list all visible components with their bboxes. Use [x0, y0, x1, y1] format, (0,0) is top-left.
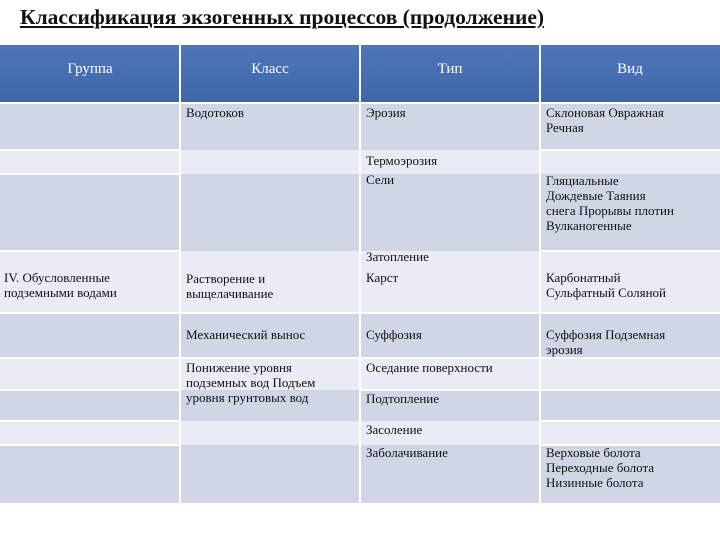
type-cell: Подтопление — [366, 391, 440, 406]
type-cell: Эрозия — [366, 105, 406, 120]
classification-table — [0, 45, 720, 503]
type-cell: Затопление — [366, 249, 429, 264]
header-class: Класс — [180, 45, 360, 103]
header-group: Группа — [0, 45, 180, 103]
type-cell: Сели — [366, 172, 395, 187]
kind-cell: Суффозия Подземная эрозия — [546, 327, 666, 357]
class-cell-dissolution: Растворение и выщелачивание — [186, 271, 274, 301]
header-kind: Вид — [540, 45, 720, 103]
group-cell: IV. Обусловленные подземными водами — [4, 270, 117, 300]
type-cell: Оседание поверхности — [366, 360, 493, 375]
class-cell-groundwater-level: Понижение уровня подземных вод Подъем уровня грунтовых вод — [186, 360, 316, 405]
kind-cell: Верховые болота Переходные болота Низинные болота — [546, 445, 655, 490]
class-cell-mechanical-removal: Механический вынос — [186, 327, 306, 342]
type-cell: Суффозия — [366, 327, 422, 342]
type-cell: Заболачивание — [366, 445, 448, 460]
type-cell: Засоление — [366, 422, 423, 437]
kind-cell: Карбонатный Сульфатный Соляной — [546, 270, 667, 300]
type-cell: Карст — [366, 270, 399, 285]
kind-cell: Склоновая Овражная Речная — [546, 105, 664, 135]
kind-cell: Гляциальные Дождевые Таяния снега Прорывы плотин Вулканогенные — [546, 173, 674, 233]
class-cell-watercourses: Водотоков — [186, 105, 245, 120]
header-type: Тип — [360, 45, 540, 103]
page-title: Классификация экзогенных процессов (продолжение) — [20, 5, 545, 29]
type-cell: Термоэрозия — [366, 153, 438, 168]
